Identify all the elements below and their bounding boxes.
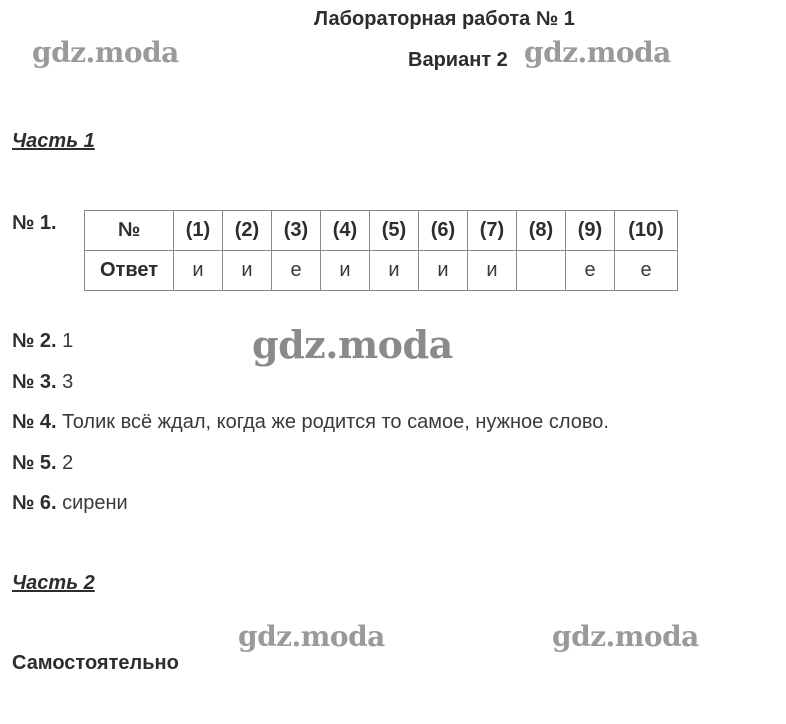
table-cell: и (468, 251, 517, 291)
watermark-logo: gdz.moda (32, 36, 179, 69)
question-answer: 1 (62, 330, 74, 352)
table-cell: е (272, 251, 321, 291)
table-cell: (6) (419, 211, 468, 251)
question-answer: Толик всё ждал, когда же родится то самое, нужное слово. (62, 411, 609, 433)
table-cell: (10) (615, 211, 678, 251)
table-cell: (7) (468, 211, 517, 251)
table-cell: и (419, 251, 468, 291)
table-cell: и (174, 251, 223, 291)
table-cell: (4) (321, 211, 370, 251)
part-2-heading: Часть 2 (12, 572, 95, 594)
watermark-logo: gdz.moda (524, 36, 671, 69)
table-cell: (1) (174, 211, 223, 251)
watermark-logo: gdz.moda (252, 322, 453, 367)
question-number: № 3. (12, 371, 57, 393)
question-4 (12, 411, 609, 434)
watermark-logo: gdz.moda (552, 620, 699, 653)
question-number: № 4. (12, 411, 57, 433)
watermark-logo: gdz.moda (238, 620, 385, 653)
question-5 (12, 452, 73, 475)
question-number: № 6. (12, 492, 57, 514)
question-answer: сирени (62, 492, 128, 514)
table-cell: е (615, 251, 678, 291)
table-cell: (2) (223, 211, 272, 251)
question-2 (12, 330, 73, 353)
table-cell: № (85, 211, 174, 251)
self-study-heading: Самостоятельно (12, 652, 179, 674)
table-cell: (8) (517, 211, 566, 251)
table-cell: Ответ (85, 251, 174, 291)
table-header-row (85, 211, 678, 251)
question-3 (12, 371, 73, 394)
table-cell: (9) (566, 211, 615, 251)
variant-label: Вариант 2 (408, 49, 508, 71)
table-cell: и (370, 251, 419, 291)
part-1-heading: Часть 1 (12, 130, 95, 152)
table-cell: е (566, 251, 615, 291)
table-cell: и (321, 251, 370, 291)
table-cell: (5) (370, 211, 419, 251)
question-number: № 2. (12, 330, 57, 352)
question-answer: 2 (62, 452, 74, 474)
question-number: № 5. (12, 452, 57, 474)
question-answer: 3 (62, 371, 74, 393)
answers-table (84, 210, 678, 291)
question-6 (12, 492, 128, 515)
page-title: Лабораторная работа № 1 (314, 8, 575, 30)
table-cell (517, 251, 566, 291)
table-cell: (3) (272, 211, 321, 251)
table-cell: и (223, 251, 272, 291)
table-answer-row (85, 251, 678, 291)
question-1-number: № 1. (12, 212, 57, 234)
